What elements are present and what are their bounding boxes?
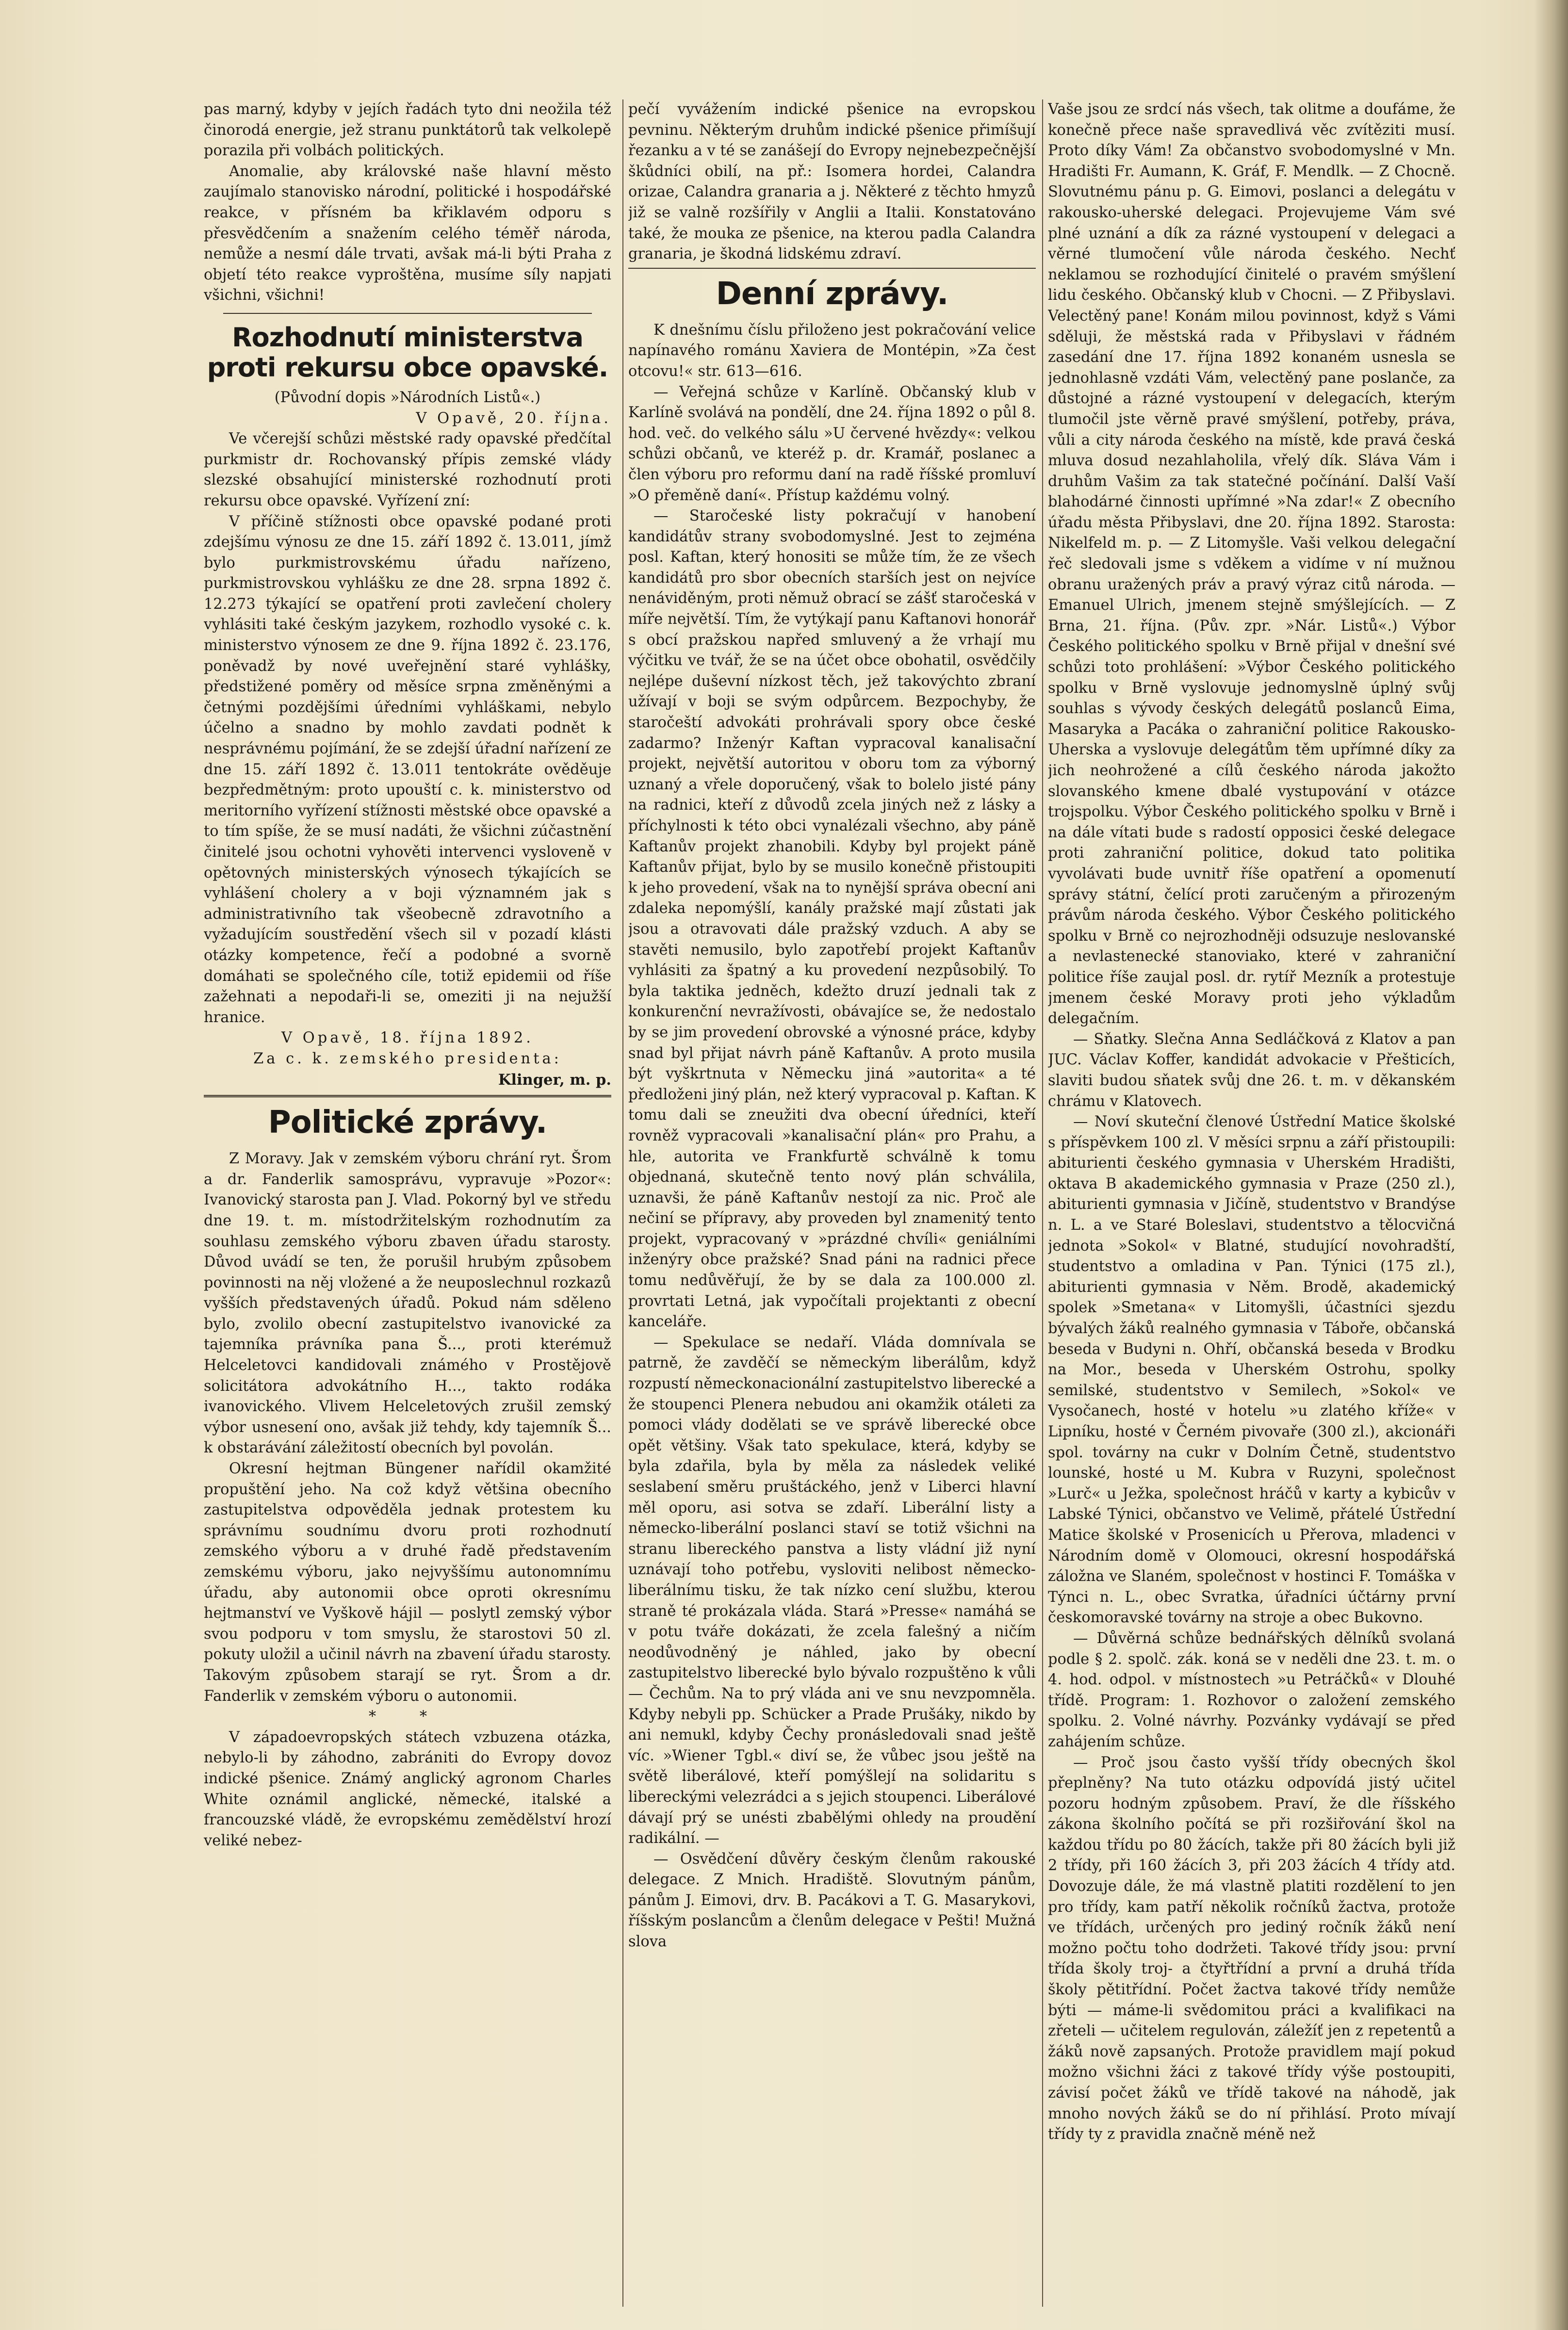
- news-paragraph: — Důvěrná schůze bednářských dělníků svolaná podle § 2. spolč. zák. koná se v neděli dne 23. t. m. o 4. hod. odpol. v místnostech »u Petráčků« v Dlouhé třídě. Program: 1. Rozhovor o založení zemského spolku. 2. Volné návrhy. Pozvánky vydávají se před zahájením schůze.: [1048, 1629, 1455, 1750]
- news-paragraph: — Proč jsou často vyšší třídy obecných škol přeplněny? Na tuto otázku odpovídá jistý učitel pozoru hodným způsobem. Praví, že dle říšského zákona školního počítá se při rozšiřování škol na každou třídu po 80 žácích, takže při 80 žácích byli již 2 třídy, při 160 žácích 3, při 203 žácích 4 třídy atd. Dovozuje dále, že má vlastně platiti rozdělení to jen pro třídy, kam patří několik ročníků žactva, protože ve třídách, určených pro jediný ročník žáků není možno počtu toho dodržeti. Takové třídy jsou: první třída školy troj- a čtyřtřídní a první a druhá třída školy pětitřídní. Počet žactva takové třídy nemůže býti — máme-li svědomitou práci a kvalifikaci na zřeteli — učitelem regulován, záležíť jen z repetentů a žáků nově zapsaných. Protože pravidlem mají pokud možno všichni žáci z takové třídy výše postoupiti, závisí počet žáků ve třídě takové na náhodě, jak mnoho nových žáků se do ní přihlásí. Proto mívají třídy ty z pravidla značně méně než: [1048, 1754, 1455, 2143]
- news-paragraph: — Sňatky. Slečna Anna Sedláčková z Klatov a pan JUC. Václav Koffer, kandidát advokacie v Přešticích, slaviti budou sňatek svůj dne 26. t. m. v děkanském chrámu v Klatovech.: [1048, 1030, 1455, 1110]
- article-closing-dateline: V Opavě, 18. října 1892.: [281, 1029, 534, 1047]
- news-paragraph: — Noví skuteční členové Ústřední Matice školské s příspěvkem 100 zl. V měsíci srpnu a září přistoupili: abiturienti českého gymnasia v Uherském Hradišti, oktava B akademického gymnasia v Praze (250 zl.), abiturienti gymnasia v Jičíně, studentstvo v Brandýse n. L. a ve Staré Boleslavi, studentstvo a tělocvičná jednota »Sokol« v Blatné, studující novohradští, studentstvo a omladina v Pan. Týnici (175 zl.), abiturienti gymnasia v Něm. Brodě, akademický spolek »Smetana« v Litomyšli, účastníci sjezdu bývalých žáků realného gymnasia v Táboře, občanská beseda v Budyni n. Ohří, občanská beseda v Brodku na Mor., beseda v Uherském Ostrohu, spolky semilské, studentstvo v Semilech, »Sokol« ve Vysočanech, hosté v hotelu »u zlatého kříže« v Lipníku, hosté v Černém pivovaře (300 zl.), akcionáři spol. továrny na cukr v Dolním Četně, studentstvo lounské, hosté u M. Kubra v Ruzyni, společnost »Lurč« u Ježka, společnost hráčů v karty a kybicův v Labské Týnici, občanstvo ve Velimě, přátelé Ústřední Matice školské v Prosenicích u Přerova, mladenci v Národním domě v Olomouci, okresní hospodářská záložna ve Slaném, společnost v hostinci F. Tomáška v Týnci n. L., obec Svratka, úřadníci účtárny první českomoravské továrny na stroje a obec Bukovno.: [1048, 1113, 1455, 1627]
- political-paragraph-3: V západoevropských státech vzbuzena otázka, nebylo-li by záhodno, zabrániti do Evropy dovoz indické pšenice. Známý anglický agronom Charles White oznámil anglické, německé, italské a francouzské vládě, že evropskému zemědělství hrozí veliké nebez-: [204, 1728, 611, 1849]
- article-dateline: V Opavě, 20. října.: [416, 409, 611, 427]
- news-paragraph: — Spekulace se nedaří. Vláda domnívala se patrně, že zavděčí se německým liberálům, když rozpustí německonacionální zastupitelstvo liberecké a že stoupenci Plenera nebudou ani okamžik otáleti za pomoci vlády dodělati se ve správě liberecké obce opět většiny. Však tato spekulace, která, kdyby se byla zdařila, byla by měla za následek veliké seslabení směru pruštáckého, jenž v Liberci hlavní měl oporu, asi sotva se zdaří. Liberální listy a německo-liberální poslanci staví se totiž všichni na stranu libereckého panstva a listy vládní již nyní uznávají toho potřebu, vysloviti nelibost německo-liberálnímu tisku, že tak nízko cení službu, kterou straně té prokázala vláda. Stará »Presse« namáhá se v potu tváře dokázati, že zcela falešný a ničím neodůvodněný je náhled, jako by obecní zastupitelstvo liberecké bylo bývalo rozpuštěno k vůli — Čechům. Na to prý vláda ani ve snu nevzpomněla. Kdyby nebyli pp. Schücker a Prade Prušáky, nikdo by ani nemukl, kdyby Čechy pronásledovali snad ještě víc. »Wiener Tgbl.« diví se, že vůbec jsou ještě na světě liberálové, kteří pomýšlejí na solidaritu s libereckými velezrádci a s jejich stoupenci. Liberálové dávají prý se unésti zbabělými ohledy na proudění radikální. —: [628, 1334, 1036, 1847]
- news-paragraph: Vaše jsou ze srdcí nás všech, tak olitme a doufáme, že konečně přece naše spravedlivá věc zvítěziti musí. Proto díky Vám! Za občanstvo svobodomyslné v Mn. Hradišti Fr. Aumann, K. Gráf, F. Mendlk. — Z Chocně. Slovutnému pánu p. G. Eimovi, poslanci a delegátu v rakousko-uherské delegaci. Projevujeme Vám své plné uznání a dík za rázné vystoupení v delegaci a věrné tlumočení vůle národa českého. Nechť neklamou se rozhodující činitelé o pravém smýšlení lidu českého. Občanský klub v Chocni. — Z Přibyslavi. Velectěný pane! Konám milou povinnost, když s Vámi sděluji, že městská rada v Přibyslavi v řádném zasedání dne 17. října 1892 konaném usnesla se jednohlasně vzdáti Vám, velectěný pane poslanče, za důstojné a rázné vystoupení v delegacích, kterým tlumočil jste věrně pravé smýšlení, potřeby, práva, vůli a city národa českého na místě, kde pravá česká mluva dosud nezahlaholila, vřelý dík. Sláva Vám i druhům Vašim za tak statečné počínání. Další Vaší blahodárné činnosti upřímné »Na zdar!« Z obecního úřadu města Přibyslavi, dne 20. října 1892. Starosta: Nikelfeld m. p. — Z Litomyšle. Vaši velkou delegační řeč sledovali jsme s vděkem a vidíme v ní mužnou obranu uražených práv a pravý výraz citů národa. — Emanuel Ulrich, jmenem stejně smýšlejících. — Z Brna, 21. října. (Pův. zpr. »Nár. Listů«.) Výbor Českého politického spolku v Brně přijal v dnešní své schůzi toto prohlášení: »Výbor Českého politického spolku v Brně vyslovuje jednomyslně úplný svůj souhlas s vývody českých delegátů poslanců Eima, Masaryka a Pacáka o zahraniční politice Rakousko-Uherska a vyslovuje delegátům těm upřímné díky za jich neohrožené a cílů českého národa jakožto slovanského kmene dbalé vystupování v otázce trojspolku. Výbor Českého politického spolku v Brně i na dále vítati bude s radostí opposici české delegace proti zahraniční politice, dokud tato politika vyvolávati bude uvnitř říše opatření a opomenutí správy státní, čelící proti zaručeným a přirozeným právům národa českého. Výbor Českého politického spolku v Brně co nejrozhodněji odsuzuje neslovanské a nevlastenecké stanoviako, které v zahraniční politice říše zaujal posl. dr. rytíř Mezník a protestuje jmenem české Moravy proti jeho výkladům delegačním.: [1048, 101, 1455, 1027]
- box-paragraph: pečí vyvážením indické pšenice na evropskou pevninu. Některým druhům indické pšenice přimíšují řezanku a v té se zanášejí do Evropy nejnebezpečnější škůdníci obilí, na př.: Isomera hordei, Calandra orizae, Calandra granaria a j. Některé z těchto hmyzů již se valně rozšířily v Anglii a Italii. Konstatováno také, že mouka ze pšenice, na kterou padla Calandra granaria, je škodná lidskému zdraví.: [628, 101, 1036, 263]
- news-paragraph: — Veřejná schůze v Karlíně. Občanský klub v Karlíně svolává na pondělí, dne 24. října 1892 o půl 8. hod. več. do velkého sálu »U červené hvězdy«: velkou schůzi občanů, ve kteréž p. dr. Kramář, poslanec a člen výboru pro reformu daní na radě říšské promluví »O přeměně daní«. Přístup každému volný.: [628, 383, 1036, 504]
- intro-paragraph-1: pas marný, kdyby v jejích řadách tyto dni neožila též činorodá energie, jež stranu punktátorů tak velkolepě porazila při volbách politických.: [204, 101, 611, 160]
- political-paragraph-2: Okresní hejtman Büngener nařídil okamžité propuštění jeho. Na což když většina obecního zastupitelstva odpověděla jednak protestem ku správnímu soudnímu dvoru proti rozhodnutí zemského výboru a v druhé řadě představením zemskému výboru, jako nejvyššímu autonomnímu úřadu, aby autonomii obce oproti okresnímu hejtmanství ve Vyškově hájil — poslytl zemský výbor svou podporu v tom smyslu, že starostovi 50 zl. pokuty uložil a učinil návrh na zbavení úřadu starosty. Takovým způsobem starají se ryt. Šrom a dr. Fanderlik v zemském výboru o autonomii.: [204, 1460, 611, 1705]
- section-title-daily-news: Denní zprávy.: [716, 276, 948, 312]
- article-paragraph-1: Ve včerejší schůzi městské rady opavské předčítal purkmistr dr. Rochovanský přípis zemské vlády slezské obsahující ministerské rozhodnutí proti rekursu obce opavské. Vyřízení zní:: [204, 430, 611, 509]
- column-rule-2: [1042, 99, 1043, 2307]
- article-title-opava: Rozhodnutí ministerstva proti rekursu obce opavské.: [207, 322, 608, 383]
- column-rule-1: [622, 99, 623, 2307]
- column-2: [628, 99, 1036, 2312]
- political-paragraph-1: Z Moravy. Jak v zemském výboru chrání ryt. Šrom a dr. Fanderlik samosprávu, vypravuje »Pozor«: Ivanovický starosta pan J. Vlad. Pokorný byl ve středu dne 19. t. m. místodržitelským rozhodnutím za souhlasu zemského výboru zbaven úřadu starosty. Důvod uvádí se ten, že porušil hrubým způsobem povinnosti na něj vložené a že neuposlechnul rozkazů vyšších představených úřadů. Pokud nám sděleno bylo, zvolilo obecní zastupitelstvo ivanovické za tajemníka právníka pana Š..., proti kterémuž Helceletovci kandidovali známého v Prostějově solicitátora advokátního H..., takto rodáka ivanovického. Vlivem Helceletových zrušil zemský výbor usnesení ono, avšak již tehdy, kdy tajemník Š... k obstarávání záležitostí obecních byl povolán.: [204, 1150, 611, 1457]
- article-signature: Klinger, m. p.: [498, 1071, 611, 1089]
- boxed-continuation: [628, 99, 1036, 269]
- separator-stars: * *: [368, 1708, 447, 1726]
- news-paragraph: — Osvědčení důvěry českým členům rakouské delegace. Z Mnich. Hradiště. Slovutným pánům, pánům J. Eimovi, drv. B. Pacákovi a T. G. Masarykovi, říšským poslancům a členům delegace v Pešti! Mužná slova: [628, 1850, 1036, 1951]
- news-paragraph: K dnešnímu číslu přiloženo jest pokračování velice napínavého románu Xaviera de Montépin, »Za čest otcovu!« str. 613—616.: [628, 321, 1036, 380]
- article-source: (Původní dopis »Národních Listů«.): [274, 389, 541, 406]
- article-signature-line: Za c. k. zemského presidenta:: [253, 1050, 562, 1067]
- section-divider-double: [204, 1095, 611, 1097]
- page-edge-shadow: [1534, 0, 1568, 2330]
- intro-paragraph-2: Anomalie, aby královské naše hlavní město zaujímalo stanovisko národní, politické i hospodářské reakce, v přísném ba křiklavém odporu s přesvědčením a snažením celého téměř národa, nemůže a nesmí dále trvati, avšak má-li býti Praha z objetí této reakce vyproštěna, musíme síly napjati všichni, všichni!: [204, 163, 611, 304]
- column-1: [204, 99, 611, 2312]
- column-3: [1048, 99, 1455, 2312]
- section-divider: [223, 313, 592, 314]
- section-title-political: Politické zprávy.: [268, 1105, 547, 1141]
- news-paragraph: — Staročeské listy pokračují v hanobení kandidátův strany svobodomyslné. Jest to zejména posl. Kaftan, který honositi se může tím, že ze všech kandidátů pro sbor obecních starších jest on nejvíce nenáviděným, proti němuž obrací se zášť staročeská v míře největší. Tím, že vytýkají panu Kaftanovi honorář s obcí pražskou napřed smluvený a že vrhají mu výčitku ve tvář, že se na účet obce obohatil, osvědčily nejlépe duševní nízkost těch, jež takovýchto zbraní užívají v boji se svým odpůrcem. Bezpochyby, že staročeští advokáti prohrávali spory obce české zadarmo? Inženýr Kaftan vypracoval kanalisační projekt, největší autoritou v oboru tom za výborný uznaný a vřele doporučený, však to bolelo jisté pány na radnici, kteří z důvodů zcela jiných než z lásky a příchylnosti k této obci vynalézali všechno, aby páně Kaftanův projekt zhanobili. Kdyby byl projekt páně Kaftanův přijat, bylo by se musilo konečně přistoupiti k jeho provedení, však na to nynější správa obecní ani zdaleka nepomýšlí, kanály pražské mají zůstati jak jsou a otravovati dále pražský vzduch. A aby se stavěti nemusilo, bylo zapotřebí projekt Kaftanův vyhlásiti za špatný a ku provedení nezpůsobilý. To byla taktika jedněch, kdežto druzí jednali tak z konkurenční nevražívosti, obávajíce se, že nedostalo by se jim provedení obrovské a výnosné práce, kdyby snad byl přijat návrh páně Kaftanův. A proto musila být vyškrtnuta v Německu jiná »autorita« a té předloženi jiný plán, než který vypracoval p. Kaftan. K tomu dali se zneužiti dva obecní úředníci, kteří rovněž vypracovali »kanalisační plán« pro Prahu, a hle, autorita ve Frankfurtě schválně k tomu objednaná, skutečně tento nový plán schválila, uznavši, že páně Kaftanův nestojí za nic. Proč ale nečiní se přípravy, aby proveden byl znamenitý tento projekt, vypracovaný v »prázdné chvíli« geniálními inženýry obce pražské? Snad páni na radnici přece tomu nedůvěřují, že by se dala za 100.000 zl. provrtati Letná, jak vypočítali projektanti z obecní kanceláře.: [628, 507, 1036, 1331]
- article-paragraph-2: V příčině stížnosti obce opavské podané proti zdejšímu výnosu ze dne 15. září 1892 č. 13.011, jímž bylo purkmistrovskému úřadu nařízeno, purkmistrovskou vyhlášku ze dne 28. srpna 1892 č. 12.273 týkající se opatření proti zavlečení cholery vyhlásiti také českým jazykem, rozhodlo vysoké c. k. ministerstvo výnosem ze dne 9. října 1892 č. 23.176, poněvadž by nové uveřejnění staré vyhlášky, předstižené poměry od měsíce srpna změněnými a četnými pozdějšími úředními vyhláškami, nebylo účelno a snadno by mohlo zavdati podnět k nesprávnému pojímání, že se zdejší úřadní nařízení ze dne 15. září 1892 č. 13.011 tentokráte ověděuje bezpředmětným: proto upouští c. k. ministerstvo od meritorního vyřízení stížnosti městské obce opavské a to tím spíše, že se musí nadáti, že všichni zúčastnění činitelé jsou ochotni vyhověti intervenci vysloveně v opětovných ministerských výnosech týkajících se vyhlášení cholery a v boji významném jak s administrativního tak všeobecně zdravotního a vyžadujícím soustředění všech sil v pozadí klásti otázky kompetence, řečí a podobné a svorně domáhati se společného cíle, totiž epidemii od říše zažehnati a nepodaři-li se, omeziti ji na nejužší hranice.: [204, 513, 611, 1026]
